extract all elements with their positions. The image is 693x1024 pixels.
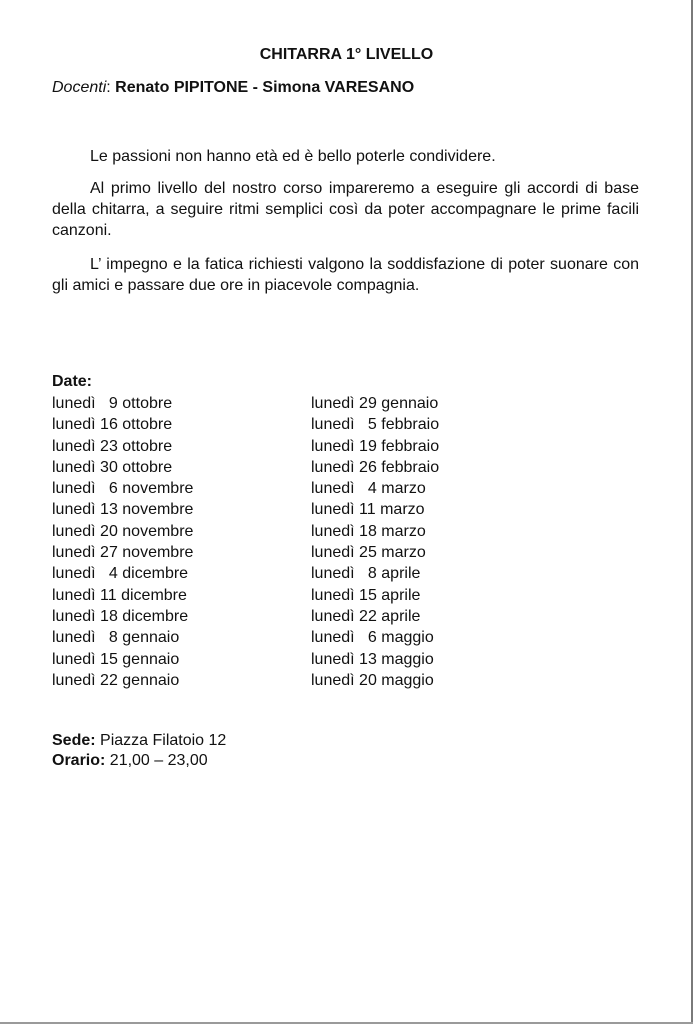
date-item: lunedì 27 novembre	[52, 544, 194, 562]
hours-line	[52, 751, 208, 771]
date-item: lunedì 5 febbraio	[311, 416, 440, 434]
date-item: lunedì 15 gennaio	[52, 650, 180, 668]
date-item: lunedì 13 maggio	[311, 650, 434, 668]
teachers-names: Renato PIPITONE - Simona VARESANO	[115, 79, 415, 96]
date-item: lunedì 20 maggio	[311, 671, 434, 689]
date-item: lunedì 22 aprile	[311, 607, 421, 625]
document-title: CHITARRA 1° LIVELLO	[259, 46, 434, 63]
date-item: lunedì 20 novembre	[52, 522, 194, 540]
date-item: lunedì 9 ottobre	[52, 395, 173, 412]
venue-value: Piazza Filatoio 12	[95, 732, 227, 749]
date-item: lunedì 30 ottobre	[52, 458, 173, 476]
date-item: lunedì 8 aprile	[311, 565, 421, 583]
date-item: lunedì 6 maggio	[311, 629, 434, 647]
hours-label: Orario:	[52, 752, 106, 769]
date-item: lunedì 26 febbraio	[311, 458, 440, 476]
date-item: lunedì 6 novembre	[52, 480, 194, 498]
teachers-separator: :	[106, 79, 116, 96]
teachers-line	[52, 78, 414, 98]
teachers-label: Docenti	[52, 79, 107, 96]
paragraph-course: Al primo livello del nostro corso impareremo a eseguire gli accordi di base della chitarra, a seguire ritmi semplici così da poter accompagnare le prime facili canzoni.	[52, 180, 639, 239]
paragraph-intro: Le passioni non hanno età ed è bello poterle condividere.	[90, 148, 496, 165]
date-item: lunedì 4 dicembre	[52, 565, 189, 583]
date-item: lunedì 22 gennaio	[52, 671, 180, 689]
date-item: lunedì 8 gennaio	[52, 629, 180, 647]
dates-label: Date:	[52, 373, 93, 390]
hours-value: 21,00 – 23,00	[105, 752, 208, 769]
venue-label: Sede:	[52, 732, 96, 749]
dates-column-right	[311, 393, 439, 691]
date-item: lunedì 4 marzo	[311, 480, 426, 498]
paragraph-commitment: L’ impegno e la fatica richiesti valgono la soddisfazione di poter suonare con gli amici e passare due ore in piacevole compagnia.	[52, 256, 639, 294]
date-item: lunedì 19 febbraio	[311, 437, 440, 455]
date-item: lunedì 25 marzo	[311, 544, 426, 562]
dates-column-left	[52, 393, 193, 691]
date-item: lunedì 13 novembre	[52, 501, 194, 519]
venue-line	[52, 731, 226, 751]
date-item: lunedì 15 aprile	[311, 586, 421, 604]
date-item: lunedì 11 dicembre	[52, 586, 187, 604]
date-item: lunedì 16 ottobre	[52, 416, 173, 434]
date-item: lunedì 18 dicembre	[52, 607, 189, 625]
date-item: lunedì 11 marzo	[311, 501, 425, 519]
date-item: lunedì 29 gennaio	[311, 395, 439, 412]
date-item: lunedì 23 ottobre	[52, 437, 173, 455]
date-item: lunedì 18 marzo	[311, 522, 426, 540]
